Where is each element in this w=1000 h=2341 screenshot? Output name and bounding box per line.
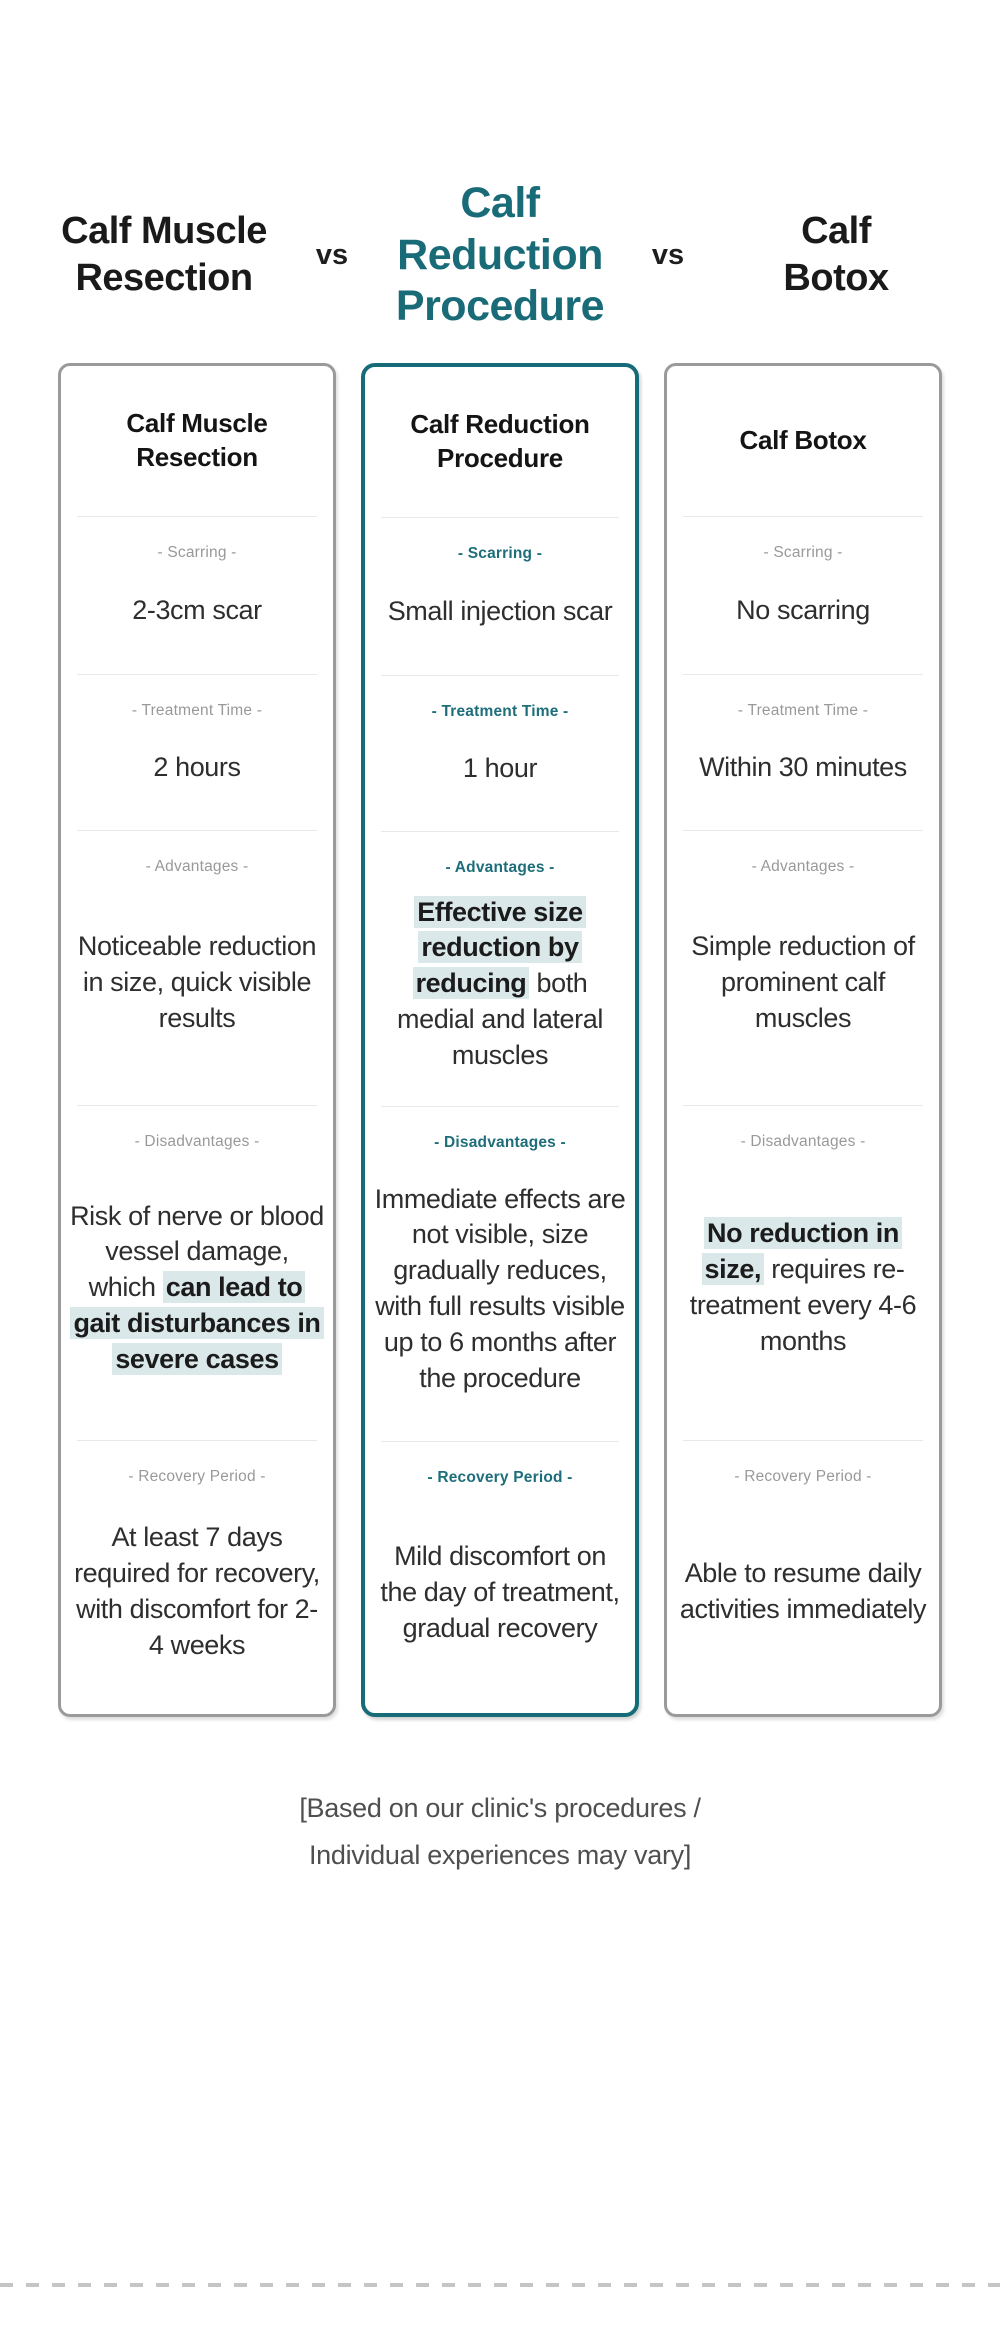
value-text: At least 7 days required for recovery, with discomfort for 2-4 weeks bbox=[74, 1521, 320, 1660]
vs-separator-2: vs bbox=[651, 238, 685, 271]
card-title: Calf Reduction Procedure bbox=[410, 408, 590, 473]
section-value bbox=[667, 876, 939, 1105]
section-value bbox=[365, 563, 635, 675]
section-label: - Advantages - bbox=[751, 857, 855, 875]
value-text-highlighted: Effective size reduction by reducing bbox=[413, 896, 586, 1000]
dashed-divider bbox=[0, 2283, 1000, 2287]
section-value bbox=[365, 1487, 635, 1713]
title-calf-muscle-resection bbox=[20, 208, 308, 303]
value-text: 2 hours bbox=[153, 751, 241, 782]
section-label: - Disadvantages - bbox=[740, 1132, 866, 1150]
section-value bbox=[61, 1151, 333, 1440]
card-calf-muscle-resection bbox=[58, 363, 336, 1717]
section-value bbox=[61, 876, 333, 1105]
value-text: Within 30 minutes bbox=[699, 751, 907, 782]
comparison-title-row bbox=[20, 178, 980, 333]
value-text: requires re-treatment every 4-6 months bbox=[689, 1254, 917, 1357]
section-label: - Scarring - bbox=[457, 544, 543, 562]
title-calf-botox bbox=[692, 208, 980, 303]
section-treatment-time bbox=[61, 674, 333, 830]
value-text-highlighted: No reduction in size, bbox=[702, 1217, 902, 1285]
title-text: Calf Muscle Resection bbox=[61, 209, 267, 300]
disclaimer-line-1: [Based on our clinic's procedures / bbox=[299, 1792, 701, 1823]
section-label: - Recovery Period - bbox=[128, 1467, 266, 1485]
section-scarring bbox=[667, 516, 939, 674]
section-value bbox=[365, 1152, 635, 1441]
comparison-cards bbox=[58, 363, 942, 1717]
section-treatment-time bbox=[667, 674, 939, 830]
disclaimer-note bbox=[0, 1785, 1000, 1880]
section-label: - Scarring - bbox=[157, 543, 237, 561]
section-disadvantages bbox=[667, 1105, 939, 1440]
section-recovery-period bbox=[667, 1440, 939, 1712]
value-text: Noticeable reduction in size, quick visible results bbox=[77, 931, 317, 1034]
section-label: - Scarring - bbox=[763, 543, 843, 561]
section-value bbox=[667, 1151, 939, 1440]
title-calf-reduction-procedure bbox=[356, 178, 644, 333]
section-value bbox=[667, 1486, 939, 1712]
section-scarring bbox=[365, 517, 635, 675]
section-label: - Disadvantages - bbox=[134, 1132, 260, 1150]
section-label: - Advantages - bbox=[445, 858, 555, 876]
value-text: 2-3cm scar bbox=[132, 594, 262, 625]
disclaimer-line-2: Individual experiences may vary] bbox=[308, 1840, 692, 1871]
value-text: Simple reduction of prominent calf muscles bbox=[691, 931, 915, 1034]
section-advantages bbox=[667, 830, 939, 1105]
section-label: - Treatment Time - bbox=[737, 701, 869, 719]
value-text: Small injection scar bbox=[387, 595, 613, 626]
value-text: Immediate effects are not visible, size gradually reduces, with full results visible up to 6 months after the procedure bbox=[374, 1183, 626, 1394]
card-calf-botox bbox=[664, 363, 942, 1717]
section-label: - Disadvantages - bbox=[434, 1133, 566, 1151]
card-calf-reduction-procedure bbox=[361, 363, 639, 1717]
section-label: - Treatment Time - bbox=[431, 702, 569, 720]
section-disadvantages bbox=[365, 1106, 635, 1441]
section-label: - Treatment Time - bbox=[131, 701, 263, 719]
section-advantages bbox=[61, 830, 333, 1105]
section-advantages bbox=[365, 831, 635, 1106]
section-value bbox=[667, 720, 939, 830]
section-recovery-period bbox=[61, 1440, 333, 1712]
title-text: Calf Botox bbox=[783, 209, 889, 300]
section-value bbox=[61, 562, 333, 674]
title-text: Calf Reduction Procedure bbox=[395, 179, 605, 331]
section-label: - Recovery Period - bbox=[427, 1468, 573, 1486]
value-text: both medial and lateral muscles bbox=[397, 968, 603, 1071]
section-value bbox=[667, 562, 939, 674]
card-title: Calf Botox bbox=[739, 424, 867, 455]
value-text: Mild discomfort on the day of treatment, gradual recovery bbox=[380, 1540, 620, 1643]
value-text: 1 hour bbox=[462, 752, 538, 783]
section-recovery-period bbox=[365, 1441, 635, 1713]
section-treatment-time bbox=[365, 675, 635, 831]
section-value bbox=[365, 877, 635, 1106]
vs-separator-1: vs bbox=[315, 238, 349, 271]
section-label: - Recovery Period - bbox=[734, 1467, 872, 1485]
section-value bbox=[365, 721, 635, 831]
card-title: Calf Muscle Resection bbox=[126, 407, 268, 472]
section-disadvantages bbox=[61, 1105, 333, 1440]
section-value bbox=[61, 720, 333, 830]
section-value bbox=[61, 1486, 333, 1712]
value-text-highlighted: can lead to gait disturbances in severe cases bbox=[70, 1271, 323, 1375]
section-label: - Advantages - bbox=[145, 857, 249, 875]
value-text: Risk of nerve or blood vessel damage, which bbox=[70, 1200, 324, 1303]
value-text: No scarring bbox=[736, 594, 870, 625]
value-text: Able to resume daily activities immediately bbox=[679, 1557, 927, 1624]
section-scarring bbox=[61, 516, 333, 674]
